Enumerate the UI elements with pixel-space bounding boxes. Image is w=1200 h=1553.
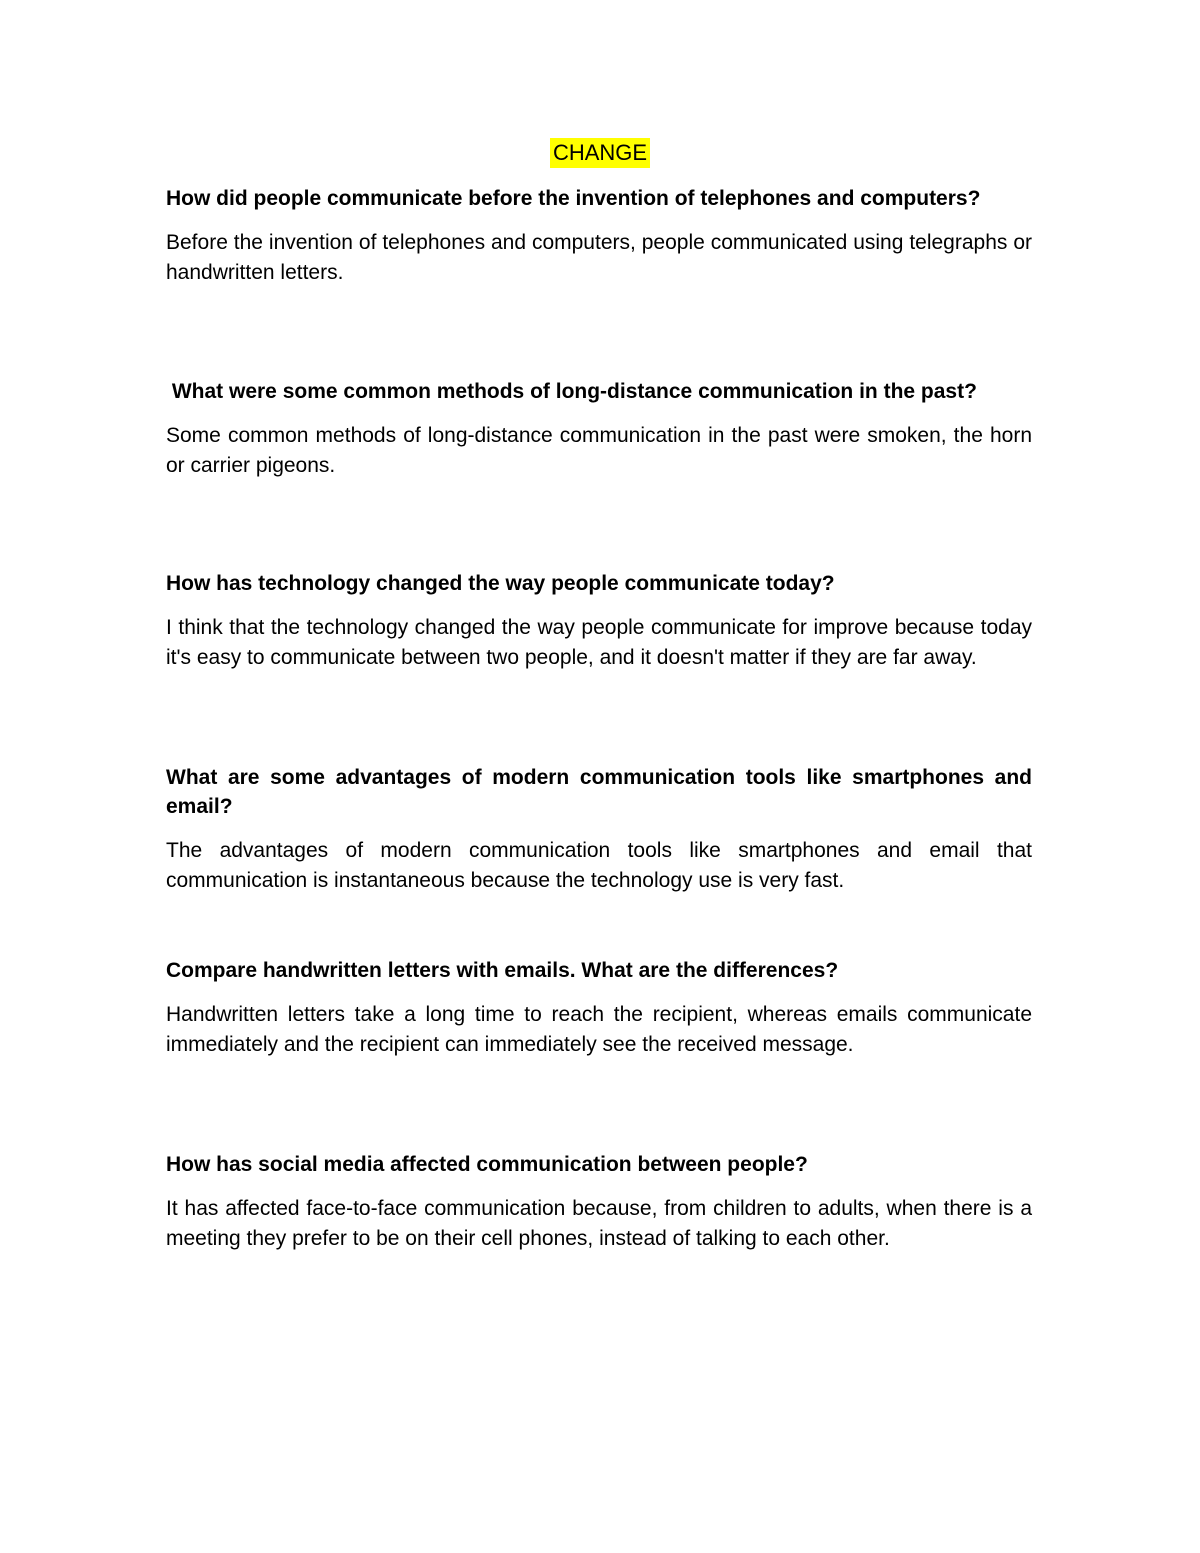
qa-item bbox=[166, 956, 1032, 1059]
qa-item bbox=[166, 377, 1032, 480]
title-container bbox=[0, 138, 1200, 168]
answer-text: Some common methods of long-distance communication in the past were smoken, the horn or carrier pigeons. bbox=[166, 424, 1032, 477]
qa-item bbox=[166, 569, 1032, 672]
answer-text: Handwritten letters take a long time to reach the recipient, whereas emails communicate immediately and the recipient can immediately see the received message. bbox=[166, 1003, 1032, 1056]
answer-text: It has affected face-to-face communication because, from children to adults, when there is a meeting they prefer to be on their cell phones, instead of talking to each other. bbox=[166, 1197, 1032, 1250]
question-text: What are some advantages of modern communication tools like smartphones and email? bbox=[166, 766, 1032, 818]
document-title: CHANGE bbox=[550, 138, 650, 168]
question-text: How has technology changed the way people communicate today? bbox=[166, 572, 835, 595]
question-text: Compare handwritten letters with emails. What are the differences? bbox=[166, 959, 839, 982]
answer-text: Before the invention of telephones and computers, people communicated using telegraphs or handwritten letters. bbox=[166, 231, 1032, 284]
question-text: What were some common methods of long-distance communication in the past? bbox=[166, 380, 977, 403]
qa-item bbox=[166, 763, 1032, 895]
answer-text: I think that the technology changed the way people communicate for improve because today it's easy to communicate between two people, and it doesn't matter if they are far away. bbox=[166, 616, 1032, 669]
qa-item bbox=[166, 184, 1032, 287]
qa-item bbox=[166, 1150, 1032, 1253]
question-text: How did people communicate before the invention of telephones and computers? bbox=[166, 187, 981, 210]
question-text: How has social media affected communication between people? bbox=[166, 1153, 808, 1176]
answer-text: The advantages of modern communication tools like smartphones and email that communication is instantaneous because the technology use is very fast. bbox=[166, 839, 1032, 892]
